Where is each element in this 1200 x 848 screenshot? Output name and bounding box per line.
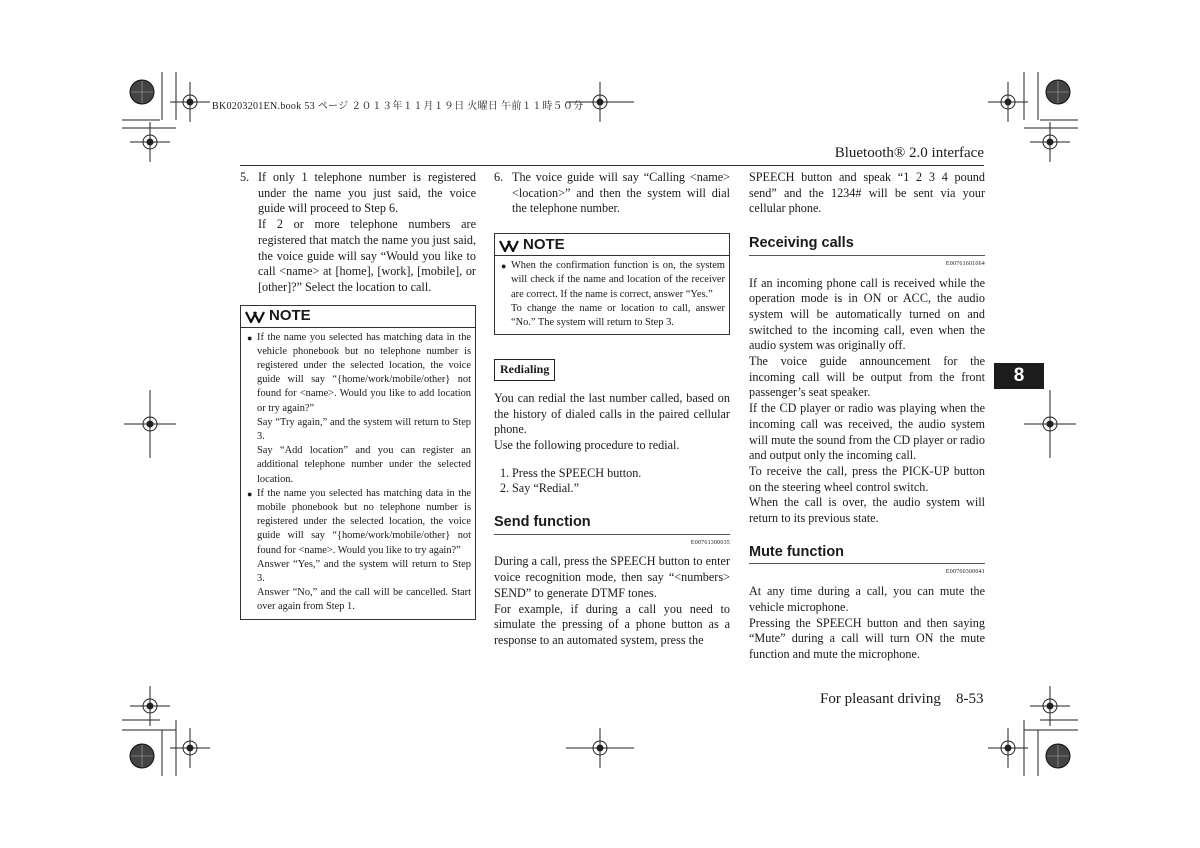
redial-step-2 <box>494 481 730 497</box>
note-body <box>495 256 729 334</box>
mute-paragraph: Pressing the SPEECH button and then saying “Mute” during a call will turn ON the mute function and mute the microphone. <box>749 615 985 661</box>
footer-page-number: 8-53 <box>956 691 984 707</box>
step-number: 1. <box>500 465 510 480</box>
bullet-icon: ● <box>247 488 253 499</box>
note-label: NOTE <box>523 235 565 253</box>
receiving-paragraph: The voice guide announcement for the incoming call will be output from the front passenger’s seat speaker. <box>749 354 985 400</box>
redialing-heading: Redialing <box>494 359 555 381</box>
section-code: E00760300041 <box>945 569 985 576</box>
note-box <box>240 305 476 620</box>
step-text: If only 1 telephone number is registered under the name you just said, the voice guide will proceed to Step 6. <box>258 170 476 216</box>
section-divider <box>494 534 730 535</box>
note-header <box>241 306 475 328</box>
mute-paragraph: At any time during a call, you can mute the vehicle microphone. <box>749 584 985 614</box>
column-1 <box>240 170 476 620</box>
page-title: Bluetooth® 2.0 interface <box>834 145 984 161</box>
note-paragraph: To change the name or location to call, answer “No.” The system will return to Step 3. <box>511 302 725 328</box>
send-paragraph: During a call, press the SPEECH button to enter voice recognition mode, then say “<numbers> SEND” to generate DTMF tones. <box>494 554 730 600</box>
note-bullet: ● When the confirmation function is on, the system will check if the name and location of the receiver are correct. If the name is correct, answer “Yes.” <box>501 259 725 302</box>
receiving-calls-heading: Receiving calls <box>749 235 854 252</box>
step-5-paragraph: If 2 or more telephone numbers are registered that match the name you just said, the voice guide will say “Would you like to call <name> at [home], [work], [mobile], or [other]?” Select the location to call. <box>258 217 476 294</box>
receiving-paragraph: To receive the call, press the PICK-UP button on the steering wheel control switch. <box>749 463 985 494</box>
section-code: E00761601064 <box>945 260 985 267</box>
step-number: 6. <box>494 170 504 184</box>
section-divider <box>749 255 985 256</box>
step-text: Say “Redial.” <box>512 481 580 496</box>
note-header <box>495 234 729 256</box>
receiving-paragraph: When the call is over, the audio system will return to its previous state. <box>749 495 985 526</box>
mute-function-heading: Mute function <box>749 543 845 560</box>
note-label: NOTE <box>269 307 311 325</box>
step-5 <box>240 170 476 217</box>
receiving-paragraph: If an incoming phone call is received while the operation mode is in ON or ACC, the audio system will be automatically turned on and switched to the incoming call, even when the audio system was originally off. <box>749 275 985 353</box>
note-check-icon <box>499 238 519 252</box>
step-number: 2. <box>500 481 510 496</box>
redial-step-1 <box>494 466 730 482</box>
redial-paragraph: Use the following procedure to redial. <box>494 437 680 452</box>
note-paragraph: Answer “Yes,” and the system will return to Step 3. <box>257 558 471 585</box>
section-code: E00761300035 <box>690 539 730 546</box>
send-function-heading: Send function <box>494 514 591 531</box>
note-bullet: ● If the name you selected has matching data in the mobile phonebook but no telephone number is registered under the selected location, the voice guide will say “{home/work/mobile/other} not found for <name>. Would you like to try again?” <box>247 487 471 558</box>
note-check-icon <box>245 309 265 323</box>
note-paragraph: Say “Add location” and you can register an additional telephone number under the selected location. <box>257 445 471 485</box>
note-bullet: ● If the name you selected has matching data in the vehicle phonebook but no telephone number is registered under the selected location, the voice guide will say “{home/work/mobile/other} not found for <name>. Would you like to add location or try again?” <box>247 331 471 416</box>
note-paragraph: Say “Try again,” and the system will return to Step 3. <box>257 416 471 443</box>
note-box <box>494 233 730 335</box>
column-3 <box>749 170 985 663</box>
receiving-paragraph: If the CD player or radio was playing when the incoming call was received, the audio system will mute the sound from the CD player or radio and output only the incoming call. <box>749 401 985 463</box>
footer-section-name: For pleasant driving <box>820 691 941 707</box>
chapter-tab: 8 <box>994 363 1044 389</box>
step-text: The voice guide will say “Calling <name> <location>” and then the system will dial the telephone number. <box>512 170 730 216</box>
step-number: 5. <box>240 170 250 184</box>
section-divider <box>749 563 985 564</box>
title-divider <box>240 165 984 166</box>
bullet-icon: ● <box>247 332 253 343</box>
column-2 <box>494 170 730 649</box>
send-paragraph: For example, if during a call you need to simulate the pressing of a phone button as a response to an automated system, press the <box>494 601 730 647</box>
step-text: Press the SPEECH button. <box>512 465 642 480</box>
print-header: BK0203201EN.book 53 ページ ２０１３年１１月１９日 火曜日 午前１１時５０分 <box>212 101 584 112</box>
note-paragraph: Answer “No,” and the call will be cancelled. Start over again from Step 1. <box>257 587 471 613</box>
redial-paragraph: You can redial the last number called, based on the history of dialed calls in the paired cellular phone. <box>494 390 730 437</box>
bullet-icon: ● <box>501 261 507 272</box>
continued-paragraph: SPEECH button and speak “1 2 3 4 pound send” and the 1234# will be sent via your cellular phone. <box>749 170 985 216</box>
note-body <box>241 328 475 619</box>
step-6 <box>494 170 730 217</box>
